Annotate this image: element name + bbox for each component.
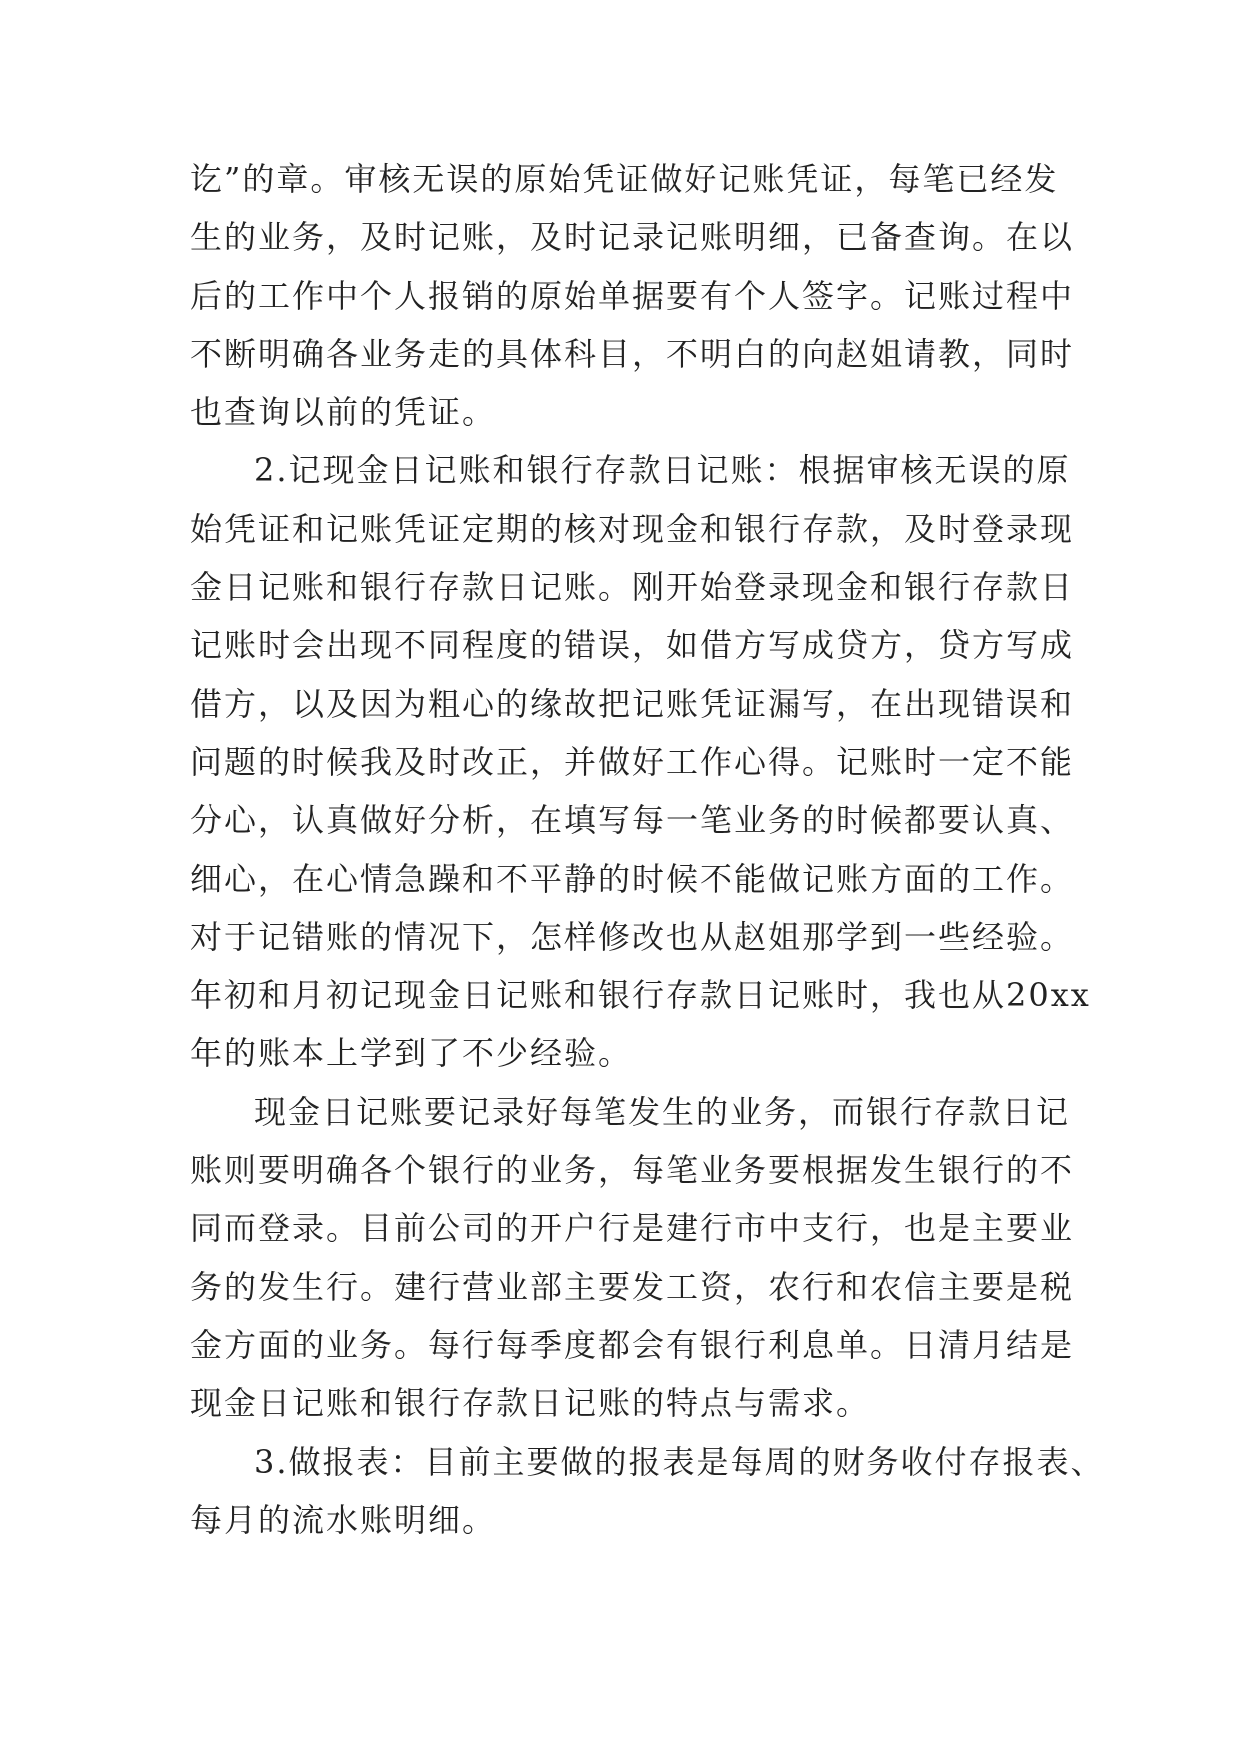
text-line: 同而登录。目前公司的开户行是建行市中支行，也是主要业 bbox=[190, 1209, 1075, 1248]
text-line: 讫”的章。审核无误的原始凭证做好记账凭证，每笔已经发 bbox=[190, 160, 1059, 198]
text-line: 2.记现金日记账和银行存款日记账：根据审核无误的原 bbox=[254, 451, 1071, 490]
text-line: 每月的流水账明细。 bbox=[190, 1500, 497, 1539]
text-line: 金日记账和银行存款日记账。刚开始登录现金和银行存款日 bbox=[190, 568, 1075, 607]
text-line: 也查询以前的凭证。 bbox=[190, 393, 497, 432]
text-line: 不断明确各业务走的具体科目，不明白的向赵姐请教，同时 bbox=[190, 334, 1075, 373]
text-line: 生的业务，及时记账，及时记录记账明细，已备查询。在以 bbox=[190, 218, 1075, 257]
text-line: 金方面的业务。每行每季度都会有银行利息单。日清月结是 bbox=[190, 1325, 1075, 1364]
text-line: 3.做报表：目前主要做的报表是每周的财务收付存报表、 bbox=[254, 1442, 1105, 1481]
text-line: 始凭证和记账凭证定期的核对现金和银行存款，及时登录现 bbox=[190, 509, 1075, 548]
text-line: 细心，在心情急躁和不平静的时候不能做记账方面的工作。 bbox=[190, 859, 1075, 898]
text-line: 分心，认真做好分析，在填写每一笔业务的时候都要认真、 bbox=[190, 801, 1075, 840]
text-line: 年初和月初记现金日记账和银行存款日记账时，我也从20xx bbox=[190, 976, 1091, 1015]
text-line: 后的工作中个人报销的原始单据要有个人签字。记账过程中 bbox=[190, 276, 1075, 315]
text-line: 借方，以及因为粗心的缘故把记账凭证漏写，在出现错误和 bbox=[190, 684, 1075, 723]
text-line: 账则要明确各个银行的业务，每笔业务要根据发生银行的不 bbox=[190, 1151, 1075, 1190]
text-line: 记账时会出现不同程度的错误，如借方写成贷方，贷方写成 bbox=[190, 626, 1075, 665]
text-line: 问题的时候我及时改正，并做好工作心得。记账时一定不能 bbox=[190, 742, 1075, 781]
text-line: 现金日记账要记录好每笔发生的业务，而银行存款日记 bbox=[254, 1092, 1071, 1131]
text-line: 年的账本上学到了不少经验。 bbox=[190, 1034, 633, 1073]
text-line: 对于记错账的情况下，怎样修改也从赵姐那学到一些经验。 bbox=[190, 917, 1075, 956]
text-line: 务的发生行。建行营业部主要发工资，农行和农信主要是税 bbox=[190, 1267, 1075, 1306]
text-line: 现金日记账和银行存款日记账的特点与需求。 bbox=[190, 1384, 871, 1423]
body-text bbox=[190, 150, 1105, 1549]
